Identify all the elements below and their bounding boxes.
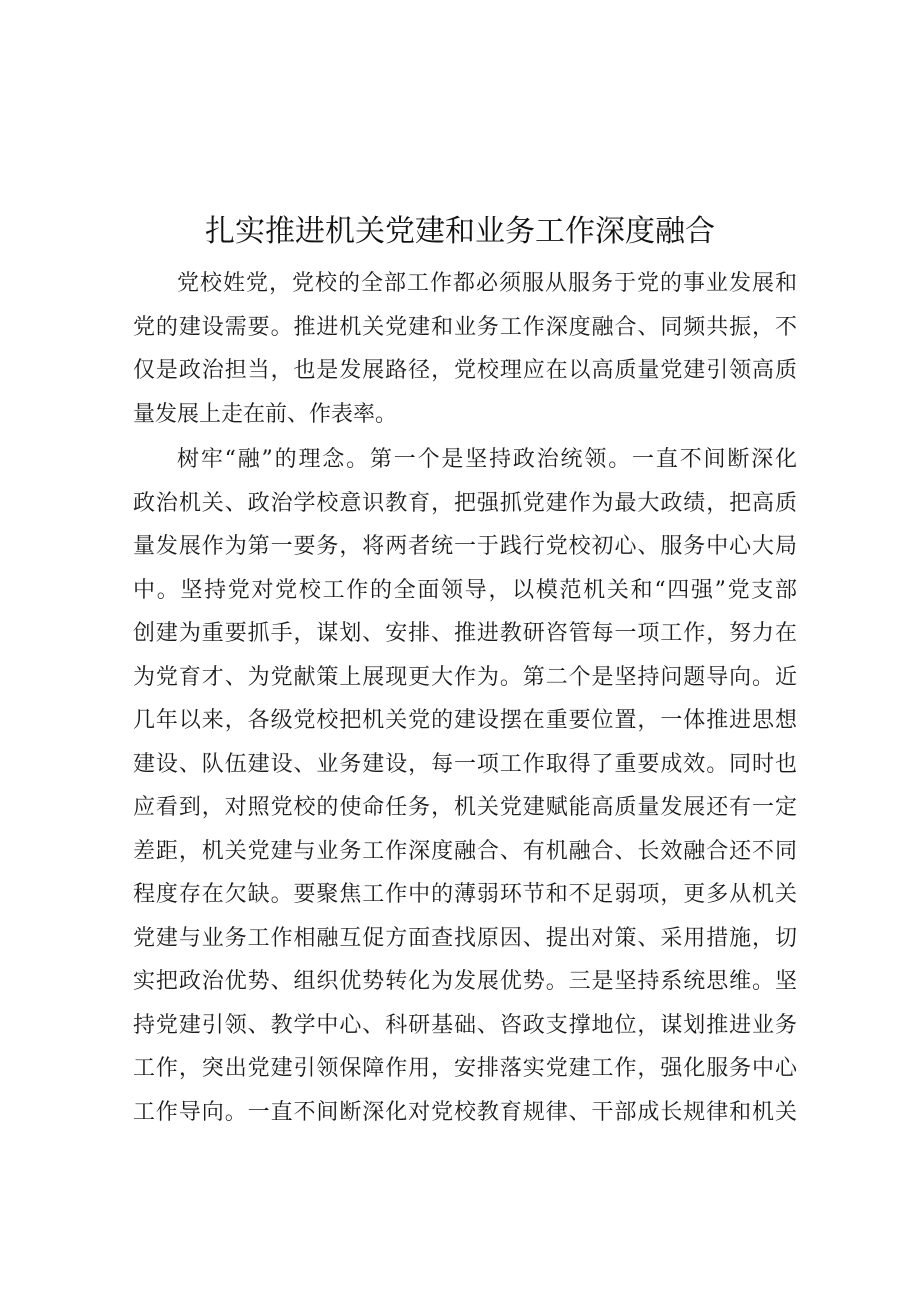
paragraph-line: 政治机关、政治学校意识教育，把强抓党建作为最大政绩，把高质 — [133, 490, 797, 516]
paragraph-line: 量发展作为第一要务，将两者统一于践行党校初心、服务中心大局 — [133, 534, 797, 559]
paragraph-1 — [133, 262, 797, 436]
paragraph-line: 应看到，对照党校的使命任务，机关党建赋能高质量发展还有一定 — [133, 795, 797, 820]
document-title: 扎实推进机关党建和业务工作深度融合 — [205, 214, 715, 249]
paragraph-line: 工作导向。一直不间断深化对党校教育规律、干部成长规律和机关 — [133, 1099, 797, 1125]
paragraph-line: 程度存在欠缺。要聚焦工作中的薄弱环节和不足弱项，更多从机关 — [133, 882, 797, 907]
paragraph-line: 几年以来，各级党校把机关党的建设摆在重要位置，一体推进思想 — [133, 708, 797, 733]
paragraph-2 — [133, 438, 797, 1134]
paragraph-line: 中。坚持党对党校工作的全面领导，以模范机关和“四强”党支部 — [133, 577, 797, 603]
paragraph-line: 为党育才、为党献策上展现更大作为。第二个是坚持问题导向。近 — [133, 664, 797, 690]
paragraph-line: 创建为重要抓手，谋划、安排、推进教研咨管每一项工作，努力在 — [133, 621, 797, 646]
paragraph-line: 工作，突出党建引领保障作用，安排落实党建工作，强化服务中心 — [133, 1056, 797, 1081]
paragraph-line: 差距，机关党建与业务工作深度融合、有机融合、长效融合还不同 — [133, 838, 797, 864]
paragraph-line: 党建与业务工作相融互促方面查找原因、提出对策、采用措施，切 — [133, 925, 797, 951]
paragraph-line: 量发展上走在前、作表率。 — [133, 401, 398, 427]
paragraph-line: 持党建引领、教学中心、科研基础、咨政支撑地位，谋划推进业务 — [133, 1012, 797, 1038]
paragraph-line: 实把政治优势、组织优势转化为发展优势。三是坚持系统思维。坚 — [133, 969, 797, 994]
paragraph-line: 党校姓党，党校的全部工作都必须服从服务于党的事业发展和 — [177, 271, 797, 296]
paragraph-line: 建设、队伍建设、业务建设，每一项工作取得了重要成效。同时也 — [133, 751, 797, 777]
paragraph-line: 树牢“融”的理念。第一个是坚持政治统领。一直不间断深化 — [177, 447, 797, 472]
paragraph-line: 仅是政治担当，也是发展路径，党校理应在以高质量党建引领高质 — [133, 358, 797, 383]
paragraph-line: 党的建设需要。推进机关党建和业务工作深度融合、同频共振，不 — [133, 314, 797, 340]
